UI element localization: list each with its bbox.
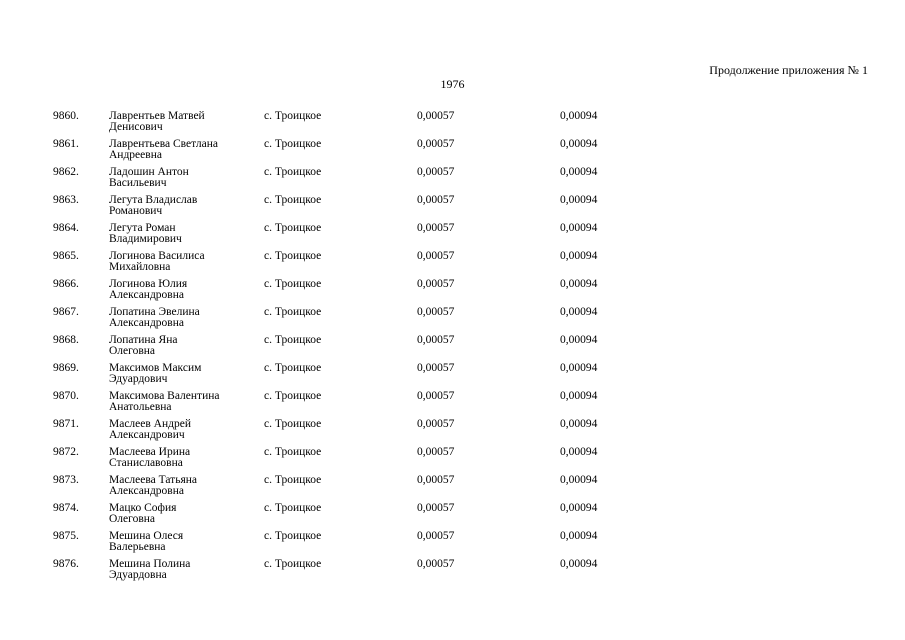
appendix-continuation-note: Продолжение приложения № 1: [709, 63, 868, 77]
share-value-2: 0,00094: [560, 250, 598, 262]
row-number: 9869.: [53, 362, 79, 374]
table-row: [0, 139, 905, 167]
person-name-line-2: Романович: [109, 205, 163, 217]
share-value-1: 0,00057: [417, 558, 455, 570]
row-number: 9871.: [53, 418, 79, 430]
table-row: [0, 419, 905, 447]
share-value-2: 0,00094: [560, 334, 598, 346]
share-value-2: 0,00094: [560, 390, 598, 402]
table-row: [0, 335, 905, 363]
person-name-line-1: Ладошин Антон: [109, 166, 189, 178]
table-row: [0, 559, 905, 587]
row-number: 9872.: [53, 446, 79, 458]
table-row: [0, 307, 905, 335]
locality: с. Троицкое: [264, 418, 322, 430]
share-value-2: 0,00094: [560, 194, 598, 206]
share-value-1: 0,00057: [417, 166, 455, 178]
person-name-line-2: Владимирович: [109, 233, 182, 245]
table-row: [0, 475, 905, 503]
share-value-1: 0,00057: [417, 334, 455, 346]
person-name: [109, 167, 189, 189]
person-name-line-1: Лаврентьев Матвей: [109, 110, 205, 122]
row-number: 9863.: [53, 194, 79, 206]
locality: с. Троицкое: [264, 166, 322, 178]
person-name-line-1: Маслеева Татьяна: [109, 474, 198, 486]
person-name: [109, 391, 220, 413]
person-name-line-1: Максимова Валентина: [109, 390, 220, 402]
share-value-2: 0,00094: [560, 110, 598, 122]
table-row: [0, 167, 905, 195]
person-name: [109, 251, 205, 273]
share-value-2: 0,00094: [560, 446, 598, 458]
person-name-line-1: Мацко София: [109, 502, 177, 514]
person-name-line-2: Анатольевна: [109, 401, 172, 413]
person-name-line-2: Валерьевна: [109, 541, 166, 553]
share-value-1: 0,00057: [417, 278, 455, 290]
person-name: [109, 223, 182, 245]
share-value-2: 0,00094: [560, 474, 598, 486]
row-number: 9861.: [53, 138, 79, 150]
row-number: 9873.: [53, 474, 79, 486]
person-name-line-1: Мешина Олеся: [109, 530, 184, 542]
person-name-line-2: Васильевич: [109, 177, 167, 189]
share-value-2: 0,00094: [560, 530, 598, 542]
person-name: [109, 503, 176, 525]
share-value-2: 0,00094: [560, 558, 598, 570]
row-number: 9867.: [53, 306, 79, 318]
person-name-line-1: Маслеев Андрей: [109, 418, 192, 430]
row-number: 9868.: [53, 334, 79, 346]
locality: с. Троицкое: [264, 530, 322, 542]
share-value-1: 0,00057: [417, 362, 455, 374]
table-row: [0, 251, 905, 279]
row-number: 9876.: [53, 558, 79, 570]
share-value-1: 0,00057: [417, 530, 455, 542]
person-name-line-1: Логинова Василиса: [109, 250, 205, 262]
person-name-line-2: Денисович: [109, 121, 163, 133]
row-number: 9870.: [53, 390, 79, 402]
locality: с. Троицкое: [264, 194, 322, 206]
locality: с. Троицкое: [264, 138, 322, 150]
document-table: [0, 111, 905, 587]
table-row: [0, 111, 905, 139]
person-name-line-2: Александровна: [109, 317, 184, 329]
locality: с. Троицкое: [264, 390, 322, 402]
locality: с. Троицкое: [264, 558, 322, 570]
person-name-line-2: Александрович: [109, 429, 185, 441]
share-value-1: 0,00057: [417, 446, 455, 458]
person-name-line-2: Андреевна: [109, 149, 162, 161]
share-value-2: 0,00094: [560, 502, 598, 514]
person-name-line-2: Станиславовна: [109, 457, 183, 469]
share-value-1: 0,00057: [417, 222, 455, 234]
person-name-line-1: Логинова Юлия: [109, 278, 188, 290]
person-name-line-2: Александровна: [109, 485, 184, 497]
share-value-1: 0,00057: [417, 110, 455, 122]
person-name: [109, 447, 190, 469]
person-name-line-1: Максимов Максим: [109, 362, 202, 374]
person-name-line-2: Олеговна: [109, 345, 156, 357]
table-row: [0, 447, 905, 475]
locality: с. Троицкое: [264, 110, 322, 122]
table-row: [0, 195, 905, 223]
table-row: [0, 223, 905, 251]
row-number: 9865.: [53, 250, 79, 262]
table-row: [0, 363, 905, 391]
person-name: [109, 363, 201, 385]
share-value-2: 0,00094: [560, 166, 598, 178]
person-name-line-2: Михайловна: [109, 261, 171, 273]
row-number: 9874.: [53, 502, 79, 514]
locality: с. Троицкое: [264, 250, 322, 262]
person-name: [109, 279, 187, 301]
person-name-line-1: Мешина Полина: [109, 558, 191, 570]
page-number: 1976: [440, 77, 465, 91]
locality: с. Троицкое: [264, 278, 322, 290]
person-name: [109, 307, 200, 329]
person-name-line-2: Олеговна: [109, 513, 156, 525]
person-name: [109, 139, 218, 161]
person-name: [109, 559, 190, 581]
table-row: [0, 531, 905, 559]
share-value-1: 0,00057: [417, 194, 455, 206]
table-row: [0, 391, 905, 419]
person-name: [109, 475, 197, 497]
share-value-1: 0,00057: [417, 306, 455, 318]
share-value-2: 0,00094: [560, 306, 598, 318]
share-value-2: 0,00094: [560, 138, 598, 150]
row-number: 9862.: [53, 166, 79, 178]
share-value-1: 0,00057: [417, 390, 455, 402]
share-value-1: 0,00057: [417, 138, 455, 150]
person-name-line-1: Легута Владислав: [109, 194, 198, 206]
share-value-2: 0,00094: [560, 362, 598, 374]
row-number: 9866.: [53, 278, 79, 290]
person-name-line-1: Маслеева Ирина: [109, 446, 191, 458]
person-name: [109, 111, 205, 133]
locality: с. Троицкое: [264, 222, 322, 234]
person-name-line-2: Александровна: [109, 289, 184, 301]
share-value-2: 0,00094: [560, 278, 598, 290]
person-name-line-1: Легута Роман: [109, 222, 176, 234]
table-row: [0, 503, 905, 531]
row-number: 9864.: [53, 222, 79, 234]
share-value-1: 0,00057: [417, 418, 455, 430]
person-name-line-2: Эдуардович: [109, 373, 168, 385]
person-name-line-2: Эдуардовна: [109, 569, 167, 581]
person-name: [109, 419, 191, 441]
person-name-line-1: Лопатина Эвелина: [109, 306, 200, 318]
person-name: [109, 195, 197, 217]
row-number: 9875.: [53, 530, 79, 542]
share-value-1: 0,00057: [417, 250, 455, 262]
person-name-line-1: Лаврентьева Светлана: [109, 138, 218, 150]
locality: с. Троицкое: [264, 502, 322, 514]
locality: с. Троицкое: [264, 306, 322, 318]
locality: с. Троицкое: [264, 446, 322, 458]
share-value-2: 0,00094: [560, 418, 598, 430]
share-value-2: 0,00094: [560, 222, 598, 234]
share-value-1: 0,00057: [417, 502, 455, 514]
share-value-1: 0,00057: [417, 474, 455, 486]
person-name: [109, 531, 183, 553]
locality: с. Троицкое: [264, 474, 322, 486]
person-name-line-1: Лопатина Яна: [109, 334, 178, 346]
table-row: [0, 279, 905, 307]
person-name: [109, 335, 177, 357]
locality: с. Троицкое: [264, 334, 322, 346]
row-number: 9860.: [53, 110, 79, 122]
locality: с. Троицкое: [264, 362, 322, 374]
